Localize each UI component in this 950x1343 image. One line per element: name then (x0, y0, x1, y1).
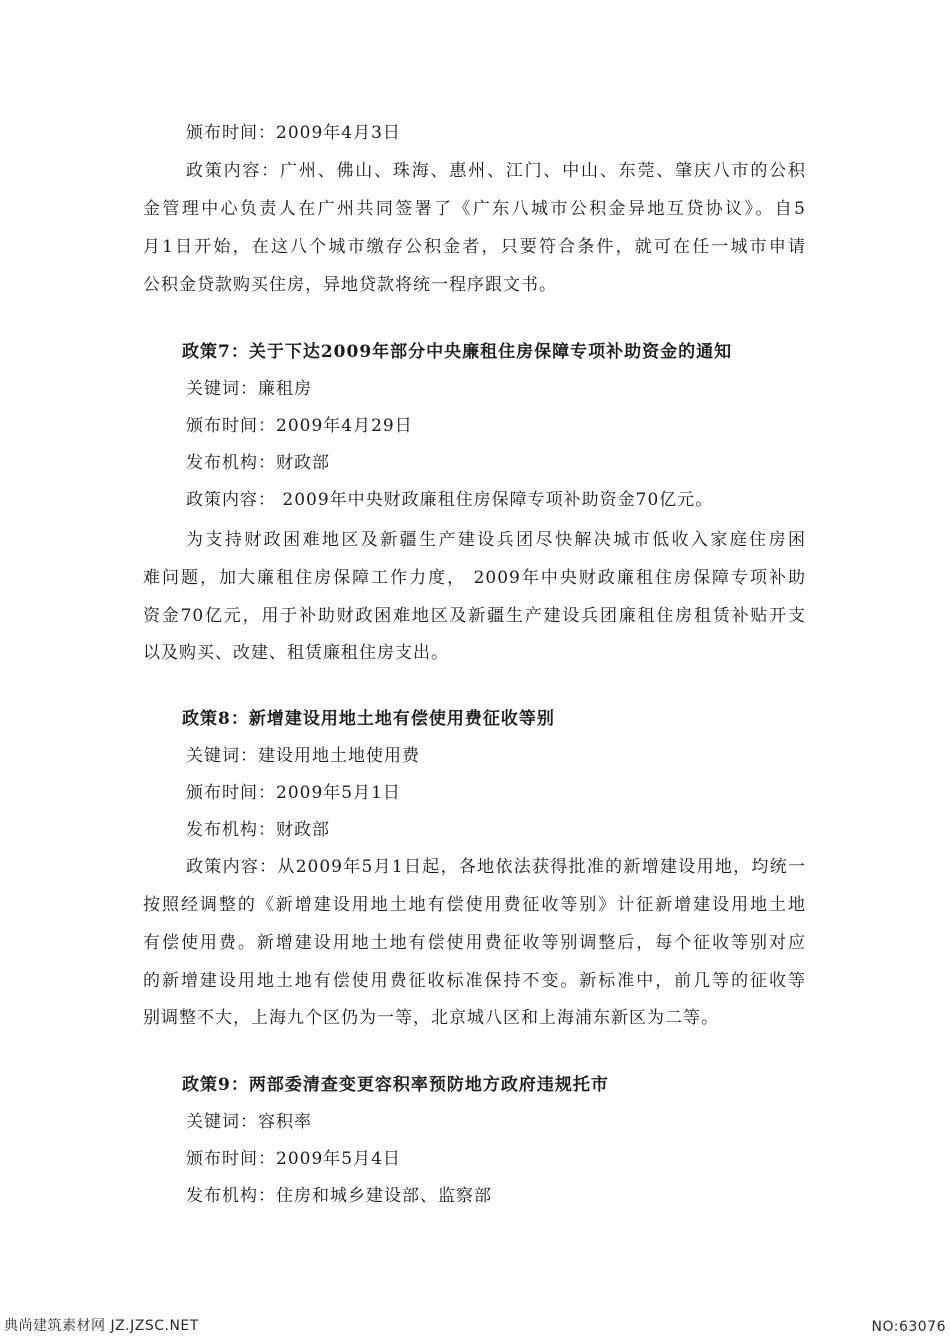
intro-content-line: 金管理中心负责人在广州共同签署了《广东八城市公积金异地互贷协议》。自5 (143, 199, 806, 219)
policy7-title: 政策7：关于下达2009年部分中央廉租住房保障专项补助资金的通知 (182, 342, 733, 362)
policy7-org: 发布机构：财政部 (186, 453, 330, 473)
policy7-content-line: 政策内容： 2009年中央财政廉租住房保障专项补助资金70亿元。 (186, 490, 714, 510)
intro-date: 颁布时间：2009年4月3日 (186, 123, 401, 143)
policy7-content-line: 资金70亿元，用于补助财政困难地区及新疆生产建设兵团廉租住房租赁补贴开支 (143, 606, 806, 626)
policy8-date: 颁布时间：2009年5月1日 (186, 783, 401, 803)
intro-content-line: 政策内容：广州、佛山、珠海、惠州、江门、中山、东莞、肇庆八市的公积 (186, 161, 806, 181)
intro-content-line: 月1日开始，在这八个城市缴存公积金者，只要符合条件，就可在任一城市申请 (143, 237, 806, 257)
policy7-keywords: 关键词：廉租房 (186, 379, 312, 399)
policy8-content-line: 的新增建设用地土地有偿使用费征收标准保持不变。新标准中，前几等的征收等 (143, 971, 806, 991)
footer-site-watermark: 典尚建筑素材网 JZ.JZSC.NET (4, 1318, 199, 1334)
policy9-date: 颁布时间：2009年5月4日 (186, 1149, 401, 1169)
footer-number: NO:63076 (871, 1319, 946, 1335)
policy7-content-line: 难问题，加大廉租住房保障工作力度， 2009年中央财政廉租住房保障专项补助 (143, 568, 806, 588)
intro-content-line: 公积金贷款购买住房，异地贷款将统一程序跟文书。 (143, 275, 557, 295)
policy7-content-line: 为支持财政困难地区及新疆生产建设兵团尽快解决城市低收入家庭住房困 (186, 530, 806, 550)
policy8-content-line: 政策内容：从2009年5月1日起，各地依法获得批准的新增建设用地，均统一 (186, 857, 806, 877)
policy7-content-line: 以及购买、改建、租赁廉租住房支出。 (143, 643, 449, 663)
policy8-title: 政策8：新增建设用地土地有偿使用费征收等别 (182, 709, 555, 729)
policy8-keywords: 关键词：建设用地土地使用费 (186, 746, 420, 766)
policy8-content-line: 别调整不大，上海九个区仍为一等，北京城八区和上海浦东新区为二等。 (143, 1008, 719, 1028)
policy8-content-line: 有偿使用费。新增建设用地土地有偿使用费征收等别调整后，每个征收等别对应 (143, 933, 806, 953)
policy8-org: 发布机构：财政部 (186, 820, 330, 840)
policy7-date: 颁布时间：2009年4月29日 (186, 416, 413, 436)
policy9-keywords: 关键词：容积率 (186, 1112, 312, 1132)
policy9-title: 政策9：两部委清查变更容积率预防地方政府违规托市 (182, 1075, 609, 1095)
policy9-org: 发布机构：住房和城乡建设部、监察部 (186, 1186, 492, 1206)
policy8-content-line: 按照经调整的《新增建设用地土地有偿使用费征收等别》计征新增建设用地土地 (143, 895, 806, 915)
